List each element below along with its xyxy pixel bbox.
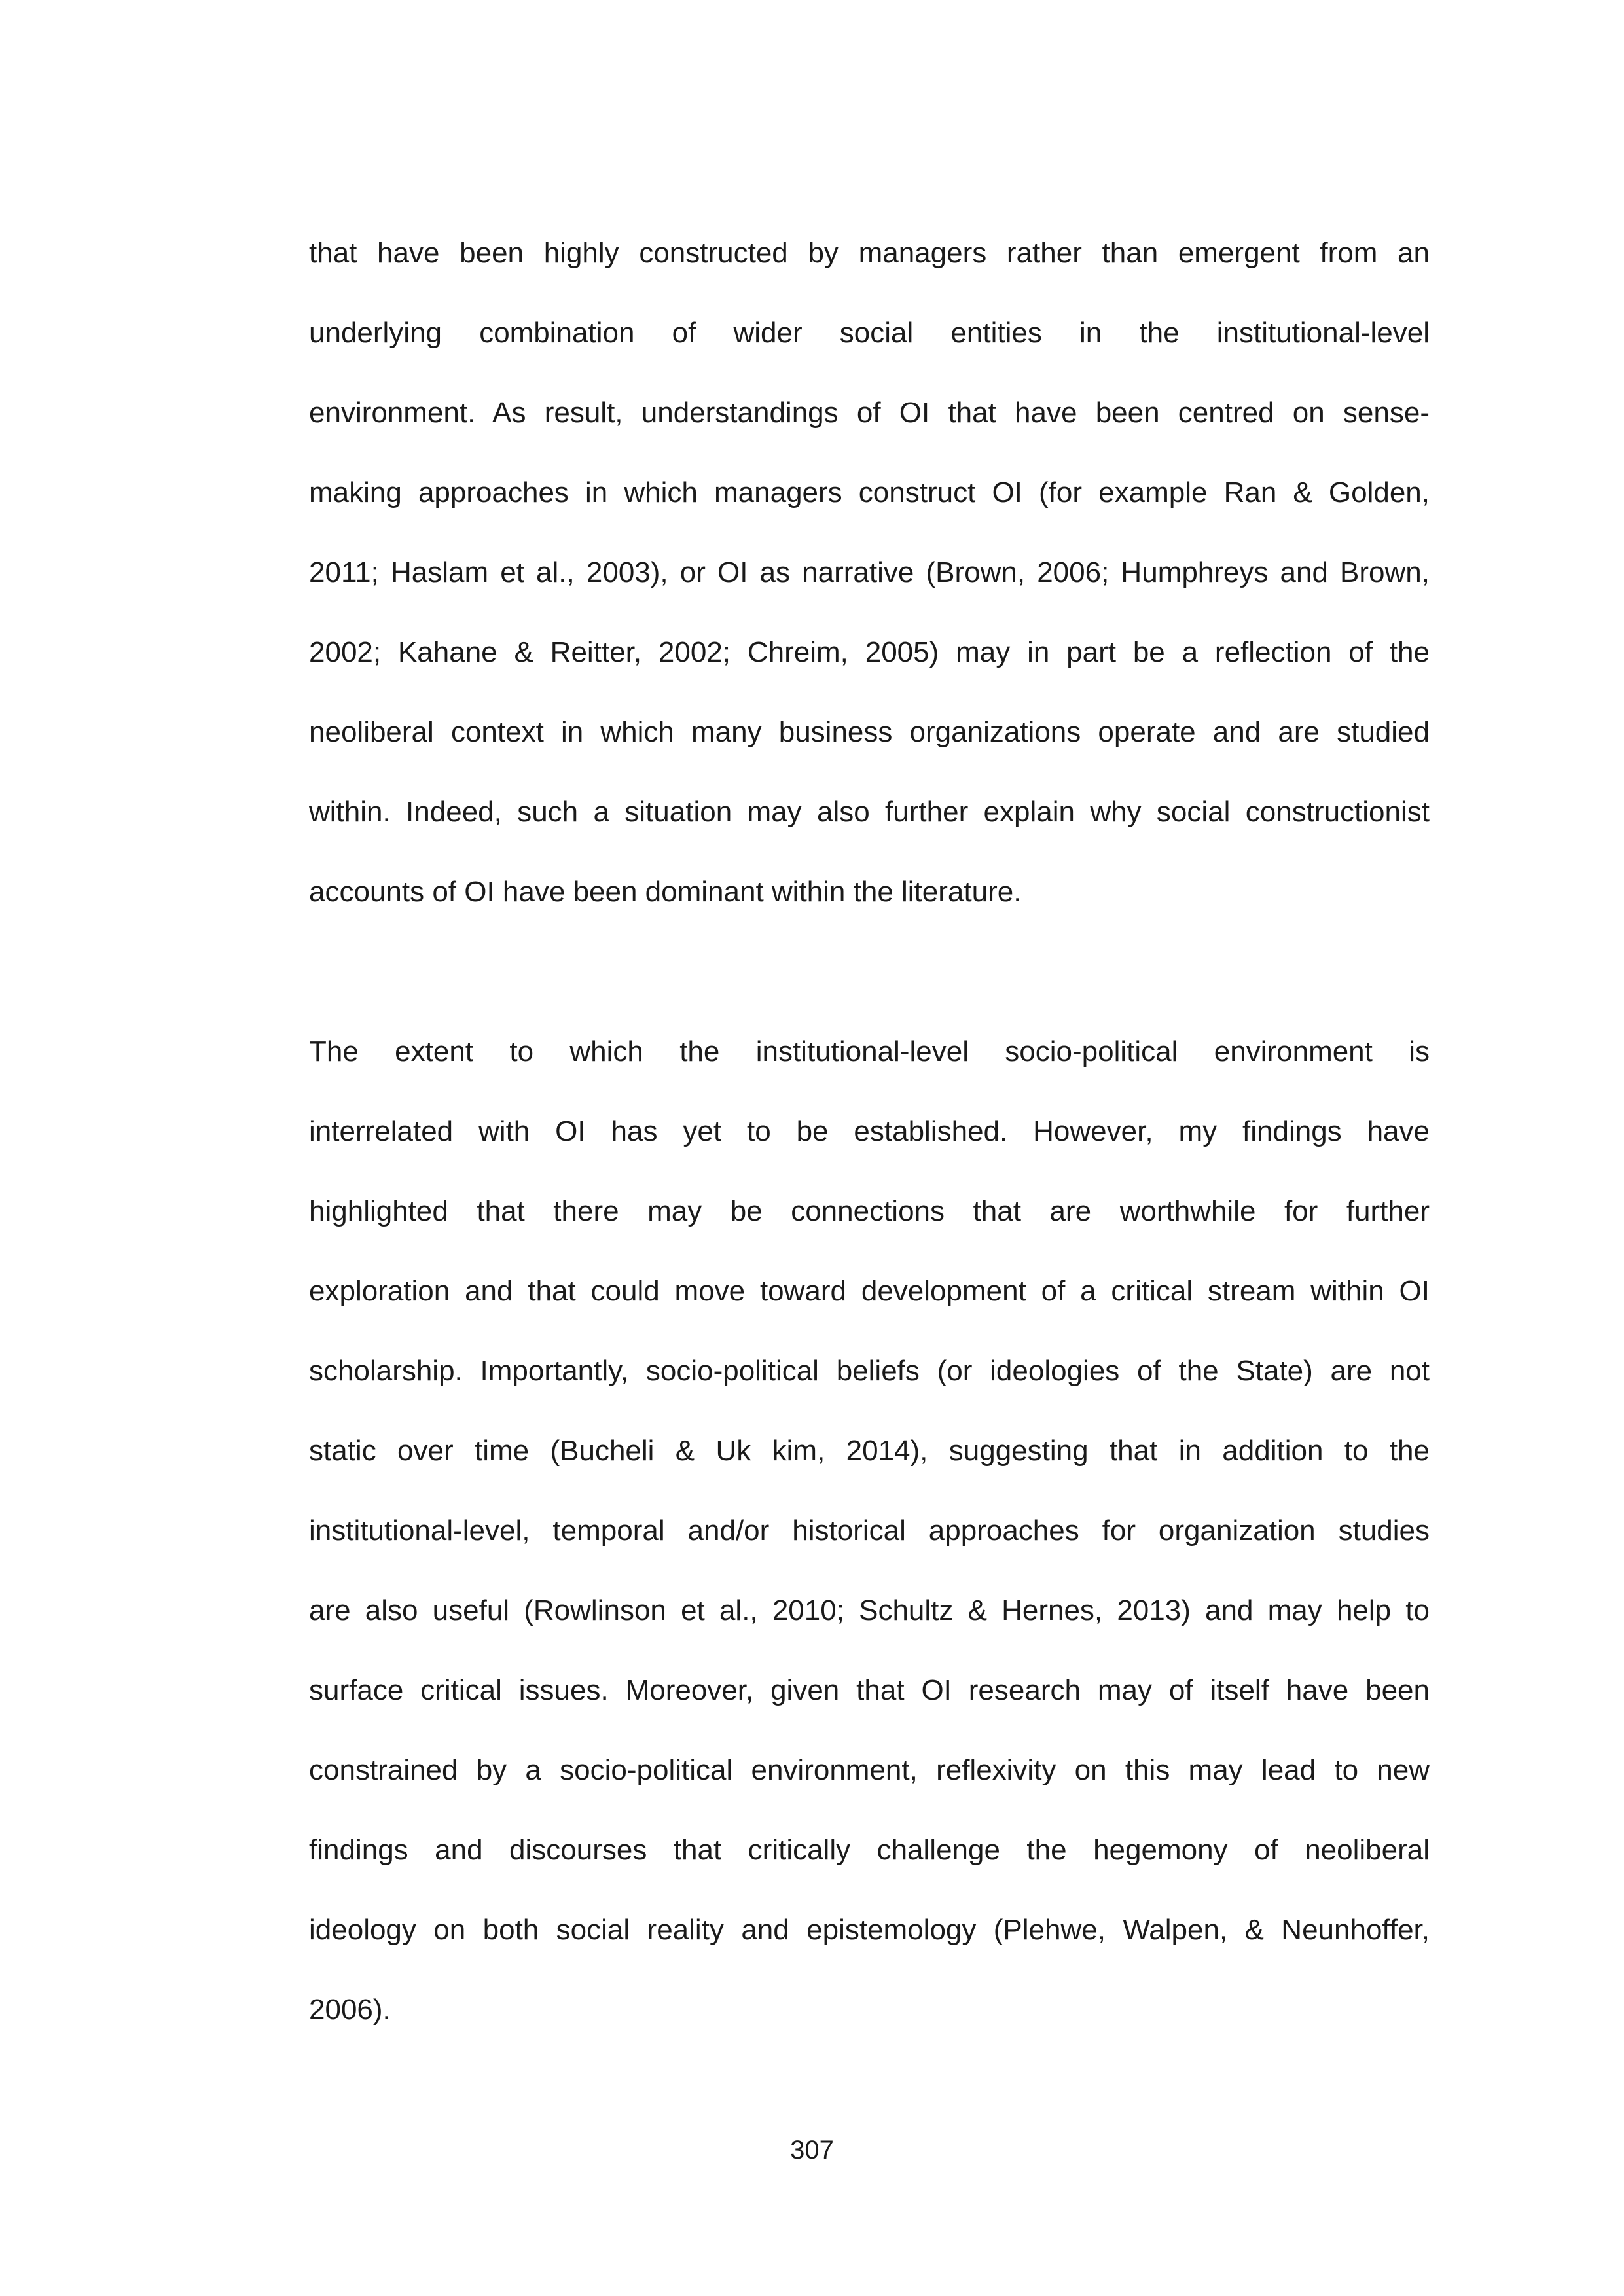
paragraph-line: within. Indeed, such a situation may also further explain why social constructionist	[309, 796, 1430, 828]
paragraph-line: underlying combination of wider social entities in the institutional-level	[309, 317, 1430, 349]
paragraph-line: scholarship. Importantly, socio-political beliefs (or ideologies of the State) are not	[309, 1355, 1430, 1387]
paragraph-2	[309, 1012, 1430, 2050]
paragraph-line: constrained by a socio-political environment, reflexivity on this may lead to new	[309, 1754, 1430, 1786]
paragraph-line: 2011; Haslam et al., 2003), or OI as narrative (Brown, 2006; Humphreys and Brown,	[309, 556, 1430, 588]
paragraph-line: making approaches in which managers construct OI (for example Ran & Golden,	[309, 476, 1430, 509]
paragraph-1	[309, 213, 1430, 932]
paragraph-line: highlighted that there may be connections that are worthwhile for further	[309, 1195, 1430, 1227]
paragraph-line: exploration and that could move toward development of a critical stream within OI	[309, 1275, 1430, 1307]
paragraph-line: 2002; Kahane & Reitter, 2002; Chreim, 2005) may in part be a reflection of the	[309, 636, 1430, 668]
paragraph-line: The extent to which the institutional-level socio-political environment is	[309, 1035, 1430, 1067]
paragraph-line: 2006).	[309, 1994, 391, 2026]
paragraph-line: environment. As result, understandings of OI that have been centred on sense-	[309, 397, 1430, 429]
paragraph-line: ideology on both social reality and epistemology (Plehwe, Walpen, & Neunhoffer,	[309, 1914, 1430, 1946]
paragraph-line: are also useful (Rowlinson et al., 2010; Schultz & Hernes, 2013) and may help to	[309, 1594, 1430, 1626]
paragraph-line: surface critical issues. Moreover, given that OI research may of itself have been	[309, 1674, 1430, 1706]
paragraph-line: neoliberal context in which many business organizations operate and are studied	[309, 716, 1430, 748]
paragraph-line: accounts of OI have been dominant within the literature.	[309, 876, 1022, 908]
paragraph-line: findings and discourses that critically challenge the hegemony of neoliberal	[309, 1834, 1430, 1866]
paragraph-line: institutional-level, temporal and/or historical approaches for organization studies	[309, 1515, 1430, 1547]
paragraph-line: static over time (Bucheli & Uk kim, 2014), suggesting that in addition to the	[309, 1435, 1430, 1467]
paragraph-line: interrelated with OI has yet to be established. However, my findings have	[309, 1115, 1430, 1147]
page-number: 307	[790, 2136, 834, 2164]
paragraph-line: that have been highly constructed by managers rather than emergent from an	[309, 237, 1430, 269]
